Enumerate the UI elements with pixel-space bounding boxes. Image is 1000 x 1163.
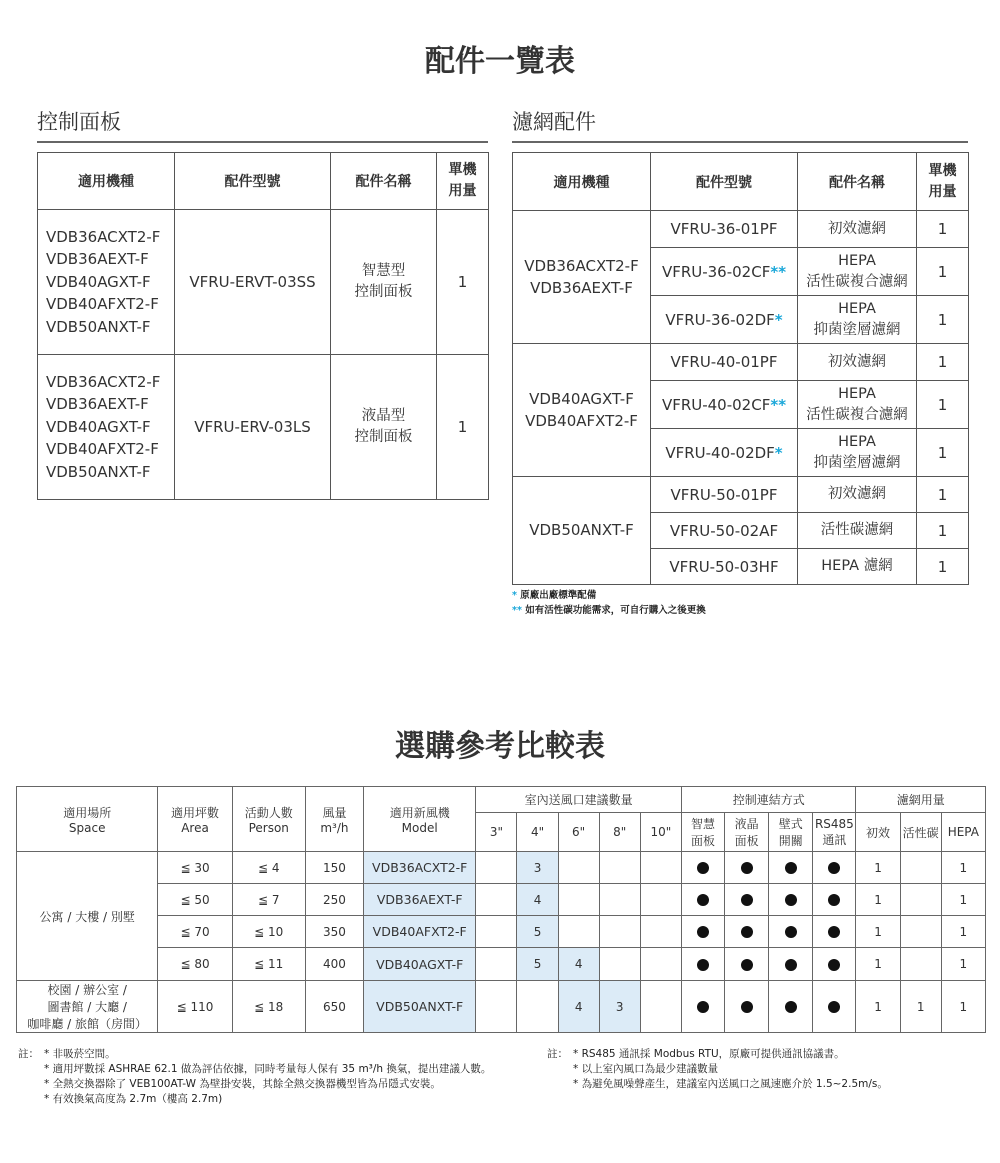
table-row bbox=[17, 948, 986, 981]
part-number-text: VFRU-36-01PF bbox=[670, 220, 778, 238]
airflow-header: 風量 m³/h bbox=[305, 787, 363, 852]
part-number bbox=[651, 477, 798, 513]
quantity: 1 bbox=[917, 296, 969, 344]
control-support-cell bbox=[725, 852, 769, 884]
cell-line: VDB40AFXT2-F bbox=[46, 295, 159, 314]
filter-type-header: 活性碳 bbox=[900, 813, 941, 852]
supported-dot-icon bbox=[741, 926, 753, 938]
filter-qty-cell: 1 bbox=[941, 981, 985, 1033]
vent-size-header: 8" bbox=[599, 813, 640, 852]
person-cell: ≦ 4 bbox=[232, 852, 305, 884]
space-cell bbox=[17, 852, 158, 981]
quantity: 1 bbox=[917, 513, 969, 549]
part-number bbox=[651, 549, 798, 585]
supported-dot-icon bbox=[785, 894, 797, 906]
vent-count-cell bbox=[558, 884, 599, 916]
control-type-header: 液晶 面板 bbox=[725, 813, 769, 852]
cell-line: 抑菌塗層濾網 bbox=[813, 321, 901, 338]
vent-count-cell: 4 bbox=[517, 884, 558, 916]
table-row bbox=[17, 981, 986, 1033]
cell-line: HEPA bbox=[838, 385, 876, 402]
filter-qty-cell bbox=[900, 916, 941, 948]
supported-dot-icon bbox=[828, 1001, 840, 1013]
part-number-text: VFRU-36-02CF bbox=[661, 262, 771, 281]
model-cell: VDB36AEXT-F bbox=[364, 884, 476, 916]
cell-line: VDB36ACXT2-F bbox=[46, 372, 161, 391]
supported-dot-icon bbox=[697, 894, 709, 906]
notes-label: 註： bbox=[547, 1048, 568, 1060]
footnote: ** 如有活性碳功能需求，可自行購入之後更換 bbox=[512, 605, 706, 616]
cell-line: 校園 / 辦公室 / bbox=[47, 983, 127, 997]
area-cell: ≦ 30 bbox=[158, 852, 232, 884]
quantity: 1 bbox=[917, 344, 969, 381]
note-item: * 有效換氣高度為 2.7m（樓高 2.7m) bbox=[44, 1093, 223, 1105]
table-row bbox=[513, 344, 969, 381]
cell-line: VDB40AGXT-F bbox=[46, 272, 151, 291]
vent-count-cell bbox=[640, 884, 681, 916]
control-support-cell bbox=[769, 948, 813, 981]
filter-type-header: HEPA bbox=[941, 813, 985, 852]
page-title: 配件一覽表 bbox=[425, 44, 575, 79]
person-header: 活動人數 Person bbox=[232, 787, 305, 852]
column-header: 單機 用量 bbox=[437, 153, 489, 210]
column-header: 單機 用量 bbox=[917, 153, 969, 211]
control-support-cell bbox=[681, 948, 724, 981]
notes-right bbox=[547, 1047, 888, 1092]
person-cell: ≦ 11 bbox=[232, 948, 305, 981]
supported-dot-icon bbox=[828, 959, 840, 971]
control-support-cell bbox=[813, 884, 856, 916]
applicable-models bbox=[513, 344, 651, 477]
cell-line: VDB40AFXT2-F bbox=[525, 412, 638, 430]
vent-count-cell bbox=[476, 884, 517, 916]
part-name bbox=[798, 513, 917, 549]
cell-line: 液晶型 bbox=[361, 408, 406, 424]
vent-count-cell bbox=[558, 852, 599, 884]
cell-line: 圖書館 / 大廳 / bbox=[47, 1000, 127, 1014]
control-support-cell bbox=[725, 981, 769, 1033]
control-support-cell bbox=[725, 948, 769, 981]
note-item: * RS485 通訊採 Modbus RTU，原廠可提供通訊協議書。 bbox=[573, 1048, 845, 1060]
control-support-cell bbox=[769, 981, 813, 1033]
area-cell: ≦ 80 bbox=[158, 948, 232, 981]
control-support-cell bbox=[769, 852, 813, 884]
space-header: 適用場所 Space bbox=[17, 787, 158, 852]
vent-count-cell bbox=[599, 916, 640, 948]
cell-line: HEPA bbox=[838, 300, 876, 317]
table-row bbox=[17, 916, 986, 948]
cell-line: 初效濾網 bbox=[828, 220, 886, 237]
filter-type-header: 初效 bbox=[856, 813, 900, 852]
filter-qty-cell bbox=[900, 948, 941, 981]
filter-qty-cell: 1 bbox=[856, 916, 900, 948]
vent-count-cell bbox=[640, 852, 681, 884]
cell-line: HEPA bbox=[838, 433, 876, 450]
cell-line: VDB50ANXT-F bbox=[46, 317, 151, 336]
airflow-cell: 650 bbox=[305, 981, 363, 1033]
vent-size-header: 3" bbox=[476, 813, 517, 852]
note-item: * 適用坪數採 ASHRAE 62.1 做為評估依據，同時考量每人保有 35 m³/h 換氣，提出建議人數。 bbox=[44, 1063, 492, 1075]
part-number: VFRU-ERVT-03SS bbox=[175, 210, 331, 355]
part-number-text: VFRU-50-03HF bbox=[669, 557, 779, 576]
cell-line: 公寓 / 大樓 / 別墅 bbox=[39, 909, 135, 924]
table-row bbox=[17, 884, 986, 916]
control-support-cell bbox=[681, 981, 724, 1033]
vent-count-cell bbox=[476, 981, 517, 1033]
applicable-models bbox=[38, 355, 175, 500]
supported-dot-icon bbox=[741, 862, 753, 874]
note-item: * 全熱交換器除了 VEB100AT-W 為壁掛安裝，其餘全熱交換器機型皆為吊隱式安裝。 bbox=[44, 1078, 441, 1090]
control-type-header: RS485 通訊 bbox=[813, 813, 856, 852]
cell-line: VDB36AEXT-F bbox=[46, 395, 149, 414]
vent-count-cell bbox=[640, 916, 681, 948]
column-header: 適用機種 bbox=[513, 153, 651, 211]
vent-count-cell: 5 bbox=[517, 916, 558, 948]
control-group-header: 控制連結方式 bbox=[681, 787, 856, 813]
supported-dot-icon bbox=[697, 1001, 709, 1013]
cell-line: HEPA bbox=[838, 252, 876, 269]
cell-line: 初效濾網 bbox=[828, 486, 886, 502]
vent-size-header: 10" bbox=[640, 813, 681, 852]
vents-group-header: 室內送風口建議數量 bbox=[476, 787, 682, 813]
notes-label: 註： bbox=[18, 1048, 39, 1060]
cell-line: VDB36ACXT2-F bbox=[524, 256, 639, 275]
part-number-text: VFRU-50-01PF bbox=[670, 485, 778, 504]
model-cell: VDB36ACXT2-F bbox=[364, 852, 476, 884]
part-number: VFRU-ERV-03LS bbox=[175, 355, 331, 500]
cell-line: 活性碳濾網 bbox=[820, 522, 894, 538]
control-type-header: 壁式 開關 bbox=[769, 813, 813, 852]
filter-footnotes bbox=[512, 588, 706, 618]
supported-dot-icon bbox=[785, 862, 797, 874]
applicable-models bbox=[513, 477, 651, 585]
control-type-header: 智慧 面板 bbox=[681, 813, 724, 852]
control-panel-table bbox=[37, 152, 489, 500]
control-support-cell bbox=[769, 884, 813, 916]
filter-qty-cell: 1 bbox=[941, 916, 985, 948]
part-number bbox=[651, 211, 798, 248]
quantity: 1 bbox=[917, 477, 969, 513]
note-item: * 非吸菸空間。 bbox=[44, 1048, 116, 1060]
cell-line: 智慧型 bbox=[361, 263, 406, 279]
supported-dot-icon bbox=[828, 862, 840, 874]
control-support-cell bbox=[813, 981, 856, 1033]
filter-qty-cell bbox=[900, 852, 941, 884]
filter-qty-cell: 1 bbox=[900, 981, 941, 1033]
control-support-cell bbox=[725, 884, 769, 916]
area-header: 適用坪數 Area bbox=[158, 787, 232, 852]
quantity: 1 bbox=[917, 381, 969, 429]
note-item: * 為避免風噪聲產生，建議室內送風口之風速應介於 1.5~2.5m/s。 bbox=[573, 1078, 888, 1090]
vent-count-cell: 3 bbox=[599, 981, 640, 1033]
control-panel-section-title: 控制面板 bbox=[37, 110, 121, 134]
supported-dot-icon bbox=[697, 926, 709, 938]
supported-dot-icon bbox=[828, 894, 840, 906]
section-divider bbox=[37, 141, 488, 143]
footnote-mark: ** bbox=[770, 262, 787, 281]
cell-line: VDB50ANXT-F bbox=[46, 462, 151, 481]
applicable-models bbox=[38, 210, 175, 355]
filter-parts-section-title: 濾網配件 bbox=[512, 110, 596, 134]
table-row bbox=[513, 477, 969, 513]
control-support-cell bbox=[813, 948, 856, 981]
control-support-cell bbox=[813, 852, 856, 884]
part-name bbox=[331, 355, 437, 500]
cell-line: HEPA 濾網 bbox=[821, 558, 893, 574]
quantity: 1 bbox=[437, 210, 489, 355]
supported-dot-icon bbox=[741, 959, 753, 971]
part-name bbox=[798, 211, 917, 248]
vent-count-cell: 4 bbox=[558, 948, 599, 981]
cell-line: 咖啡廳 / 旅館（房間） bbox=[27, 1017, 148, 1031]
model-header: 適用新風機 Model bbox=[364, 787, 476, 852]
supported-dot-icon bbox=[785, 1001, 797, 1013]
vent-count-cell bbox=[599, 948, 640, 981]
area-cell: ≦ 110 bbox=[158, 981, 232, 1033]
footnote-mark: * bbox=[774, 443, 783, 462]
filter-parts-table bbox=[512, 152, 969, 585]
filter-group-header: 濾網用量 bbox=[856, 787, 986, 813]
filter-qty-cell: 1 bbox=[941, 884, 985, 916]
part-name bbox=[798, 549, 917, 585]
table-row bbox=[513, 211, 969, 248]
model-cell: VDB40AFXT2-F bbox=[364, 916, 476, 948]
person-cell: ≦ 18 bbox=[232, 981, 305, 1033]
vent-count-cell bbox=[476, 948, 517, 981]
column-header: 適用機種 bbox=[38, 153, 175, 210]
control-support-cell bbox=[725, 916, 769, 948]
supported-dot-icon bbox=[697, 862, 709, 874]
control-support-cell bbox=[681, 852, 724, 884]
airflow-cell: 350 bbox=[305, 916, 363, 948]
filter-qty-cell bbox=[900, 884, 941, 916]
vent-count-cell bbox=[640, 981, 681, 1033]
section-divider bbox=[512, 141, 968, 143]
cell-line: 控制面板 bbox=[354, 429, 413, 445]
supported-dot-icon bbox=[741, 894, 753, 906]
column-header: 配件型號 bbox=[651, 153, 798, 211]
supported-dot-icon bbox=[741, 1001, 753, 1013]
control-support-cell bbox=[681, 916, 724, 948]
vent-count-cell bbox=[476, 852, 517, 884]
footnote-mark: * bbox=[774, 310, 783, 329]
comparison-title: 選購參考比較表 bbox=[395, 729, 605, 764]
cell-line: VDB40AGXT-F bbox=[529, 389, 634, 408]
quantity: 1 bbox=[917, 248, 969, 296]
cell-line: VDB40AFXT2-F bbox=[46, 440, 159, 459]
part-number bbox=[651, 429, 798, 477]
cell-line: 活性碳複合濾網 bbox=[806, 273, 908, 290]
area-cell: ≦ 50 bbox=[158, 884, 232, 916]
filter-qty-cell: 1 bbox=[941, 948, 985, 981]
part-number-text: VFRU-36-02DF bbox=[665, 310, 775, 329]
column-header: 配件型號 bbox=[175, 153, 331, 210]
filter-qty-cell: 1 bbox=[941, 852, 985, 884]
airflow-cell: 150 bbox=[305, 852, 363, 884]
vent-count-cell: 5 bbox=[517, 948, 558, 981]
part-name bbox=[798, 477, 917, 513]
airflow-cell: 400 bbox=[305, 948, 363, 981]
quantity: 1 bbox=[917, 429, 969, 477]
supported-dot-icon bbox=[785, 926, 797, 938]
part-name bbox=[798, 248, 917, 296]
cell-line: VDB36AEXT-F bbox=[46, 250, 149, 269]
part-name bbox=[331, 210, 437, 355]
vent-count-cell bbox=[476, 916, 517, 948]
part-name bbox=[798, 429, 917, 477]
filter-qty-cell: 1 bbox=[856, 852, 900, 884]
applicable-models bbox=[513, 211, 651, 344]
supported-dot-icon bbox=[697, 959, 709, 971]
space-cell bbox=[17, 981, 158, 1033]
vent-size-header: 6" bbox=[558, 813, 599, 852]
vent-count-cell bbox=[517, 981, 558, 1033]
part-number-text: VFRU-40-01PF bbox=[670, 353, 778, 371]
part-number-text: VFRU-50-02AF bbox=[669, 521, 779, 540]
supported-dot-icon bbox=[785, 959, 797, 971]
comparison-table bbox=[16, 786, 986, 1033]
vent-count-cell bbox=[640, 948, 681, 981]
control-support-cell bbox=[813, 916, 856, 948]
part-number-text: VFRU-40-02CF bbox=[661, 395, 771, 414]
person-cell: ≦ 7 bbox=[232, 884, 305, 916]
model-cell: VDB50ANXT-F bbox=[364, 981, 476, 1033]
note-item: * 以上室內風口為最少建議數量 bbox=[573, 1063, 719, 1075]
part-number bbox=[651, 344, 798, 381]
model-cell: VDB40AGXT-F bbox=[364, 948, 476, 981]
column-header: 配件名稱 bbox=[331, 153, 437, 210]
part-number bbox=[651, 296, 798, 344]
vent-count-cell: 3 bbox=[517, 852, 558, 884]
part-name bbox=[798, 296, 917, 344]
table-row bbox=[17, 852, 986, 884]
vent-count-cell bbox=[558, 916, 599, 948]
part-number bbox=[651, 381, 798, 429]
vent-count-cell bbox=[599, 884, 640, 916]
cell-line: VDB36ACXT2-F bbox=[46, 227, 161, 246]
quantity: 1 bbox=[917, 211, 969, 248]
cell-line: 控制面板 bbox=[354, 284, 413, 300]
part-number bbox=[651, 248, 798, 296]
cell-line: 活性碳複合濾網 bbox=[806, 406, 908, 423]
control-support-cell bbox=[681, 884, 724, 916]
cell-line: VDB36AEXT-F bbox=[530, 279, 633, 297]
vent-size-header: 4" bbox=[517, 813, 558, 852]
vent-count-cell: 4 bbox=[558, 981, 599, 1033]
table-row bbox=[38, 210, 489, 355]
cell-line: 初效濾網 bbox=[828, 353, 886, 370]
part-name bbox=[798, 381, 917, 429]
notes-left bbox=[18, 1047, 491, 1107]
control-support-cell bbox=[769, 916, 813, 948]
footnote-mark: ** bbox=[770, 395, 787, 414]
filter-qty-cell: 1 bbox=[856, 981, 900, 1033]
filter-qty-cell: 1 bbox=[856, 884, 900, 916]
quantity: 1 bbox=[437, 355, 489, 500]
filter-qty-cell: 1 bbox=[856, 948, 900, 981]
part-number bbox=[651, 513, 798, 549]
cell-line: 抑菌塗層濾網 bbox=[813, 454, 901, 471]
area-cell: ≦ 70 bbox=[158, 916, 232, 948]
airflow-cell: 250 bbox=[305, 884, 363, 916]
cell-line: VDB40AGXT-F bbox=[46, 417, 151, 436]
cell-line: VDB50ANXT-F bbox=[529, 521, 634, 540]
column-header: 配件名稱 bbox=[798, 153, 917, 211]
part-number-text: VFRU-40-02DF bbox=[665, 443, 775, 462]
footnote: * 原廠出廠標準配備 bbox=[512, 590, 597, 601]
vent-count-cell bbox=[599, 852, 640, 884]
supported-dot-icon bbox=[828, 926, 840, 938]
person-cell: ≦ 10 bbox=[232, 916, 305, 948]
part-name bbox=[798, 344, 917, 381]
quantity: 1 bbox=[917, 549, 969, 585]
table-row bbox=[38, 355, 489, 500]
